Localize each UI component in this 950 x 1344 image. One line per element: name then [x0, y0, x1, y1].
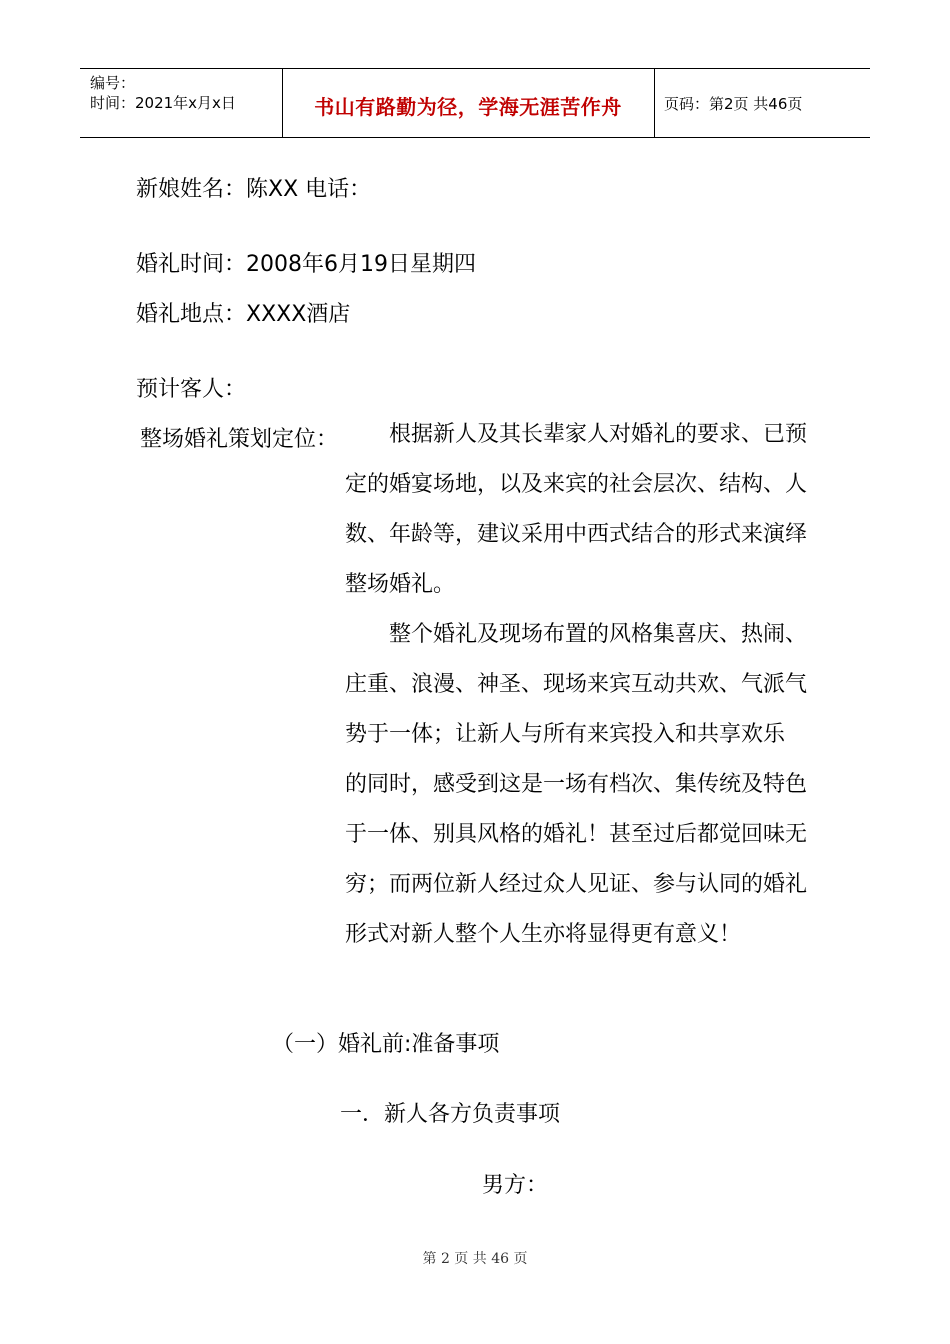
positioning-label: 整场婚礼策划定位： [140, 427, 339, 452]
header-meta [90, 73, 236, 113]
header-page-info: 页码：第2页 共46页 [664, 95, 803, 113]
subsection-title: 一．新人各方负责事项 [340, 1102, 561, 1127]
header-motto: 书山有路勤为径，学海无涯苦作舟 [314, 95, 622, 119]
positioning-paragraph: 整个婚礼及现场布置的风格集喜庆、热闹、庄重、浪漫、神圣、现场来宾互动共欢、气派气势于一体；让新人与所有来宾投入和共享欢乐 的同时，感受到这是一场有档次、集传统及特色于一体、别具风格的婚礼！甚至过后都觉回味无穷；而两位新人经过众人见证、参与认同的婚礼形式对新人整个人生亦将显得更有意义！ [345, 622, 808, 947]
header-divider [654, 69, 655, 137]
document-date: 时间：2021年x月x日 [90, 94, 236, 112]
bride-line: 新娘姓名：陈XX 电话： [136, 177, 372, 202]
document-code-label: 编号： [90, 74, 136, 92]
guests-line: 预计客人： [136, 377, 247, 402]
positioning-text [345, 410, 820, 960]
wedding-time-line: 婚礼时间：2008年6月19日星期四 [136, 252, 476, 277]
page-footer: 第 2 页 共 46 页 [422, 1251, 528, 1267]
section-title: （一）婚礼前:准备事项 [272, 1032, 500, 1057]
positioning-paragraph: 根据新人及其长辈家人对婚礼的要求、已预定的婚宴场地，以及来宾的社会层次、结构、人数、年龄等，建议采用中西式结合的形式来演绎整场婚礼。 [345, 422, 808, 597]
wedding-place-line: 婚礼地点：XXXX酒店 [136, 302, 351, 327]
groom-side-label: 男方： [482, 1173, 549, 1198]
page-header [80, 68, 870, 138]
